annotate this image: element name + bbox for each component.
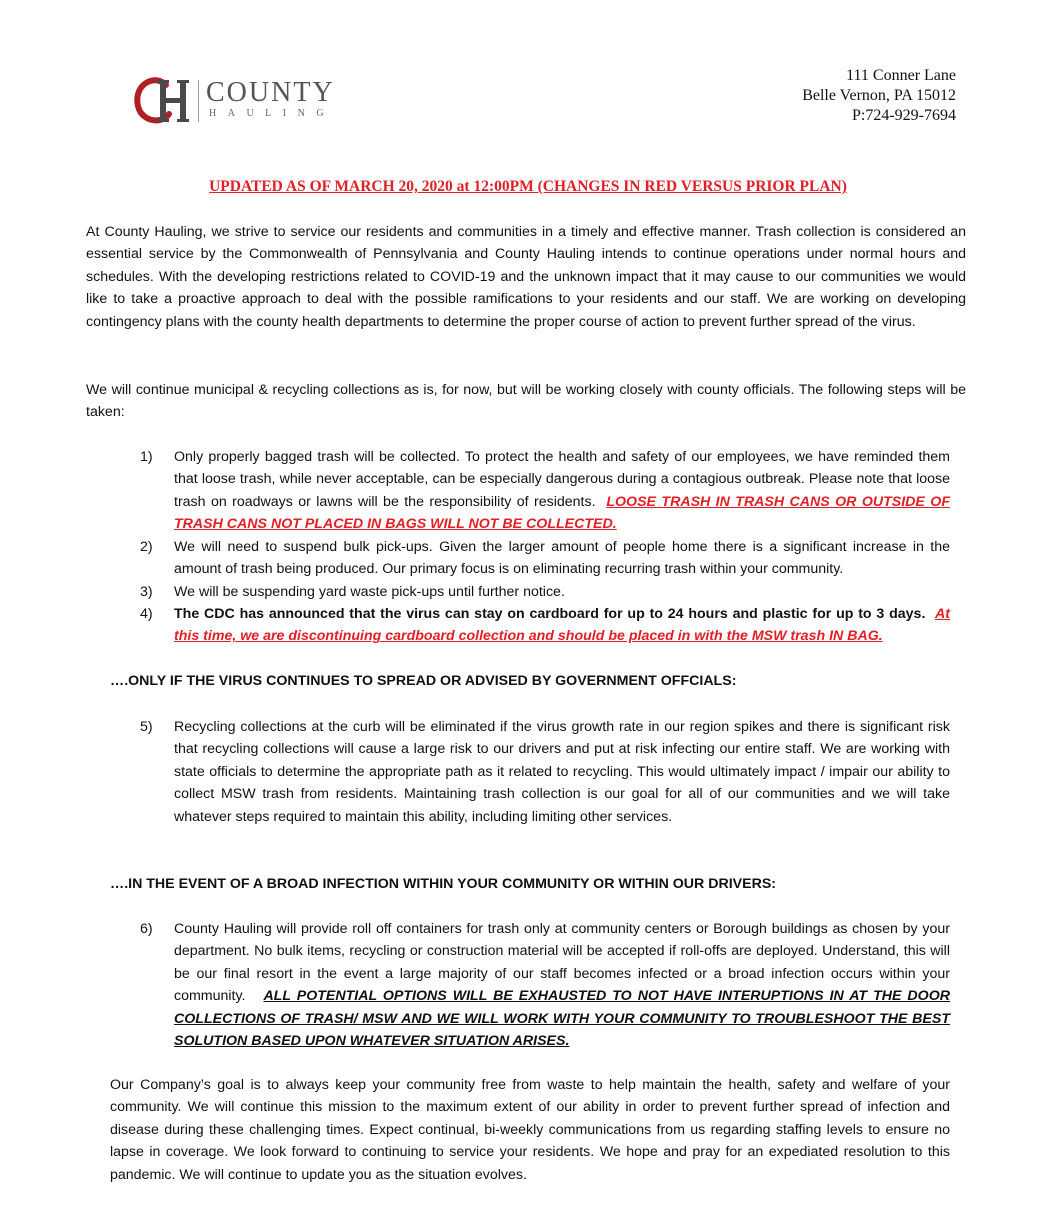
list-number: 4): [140, 606, 153, 622]
list-item-6: [140, 918, 950, 1052]
bold-text: The CDC has announced that the virus can stay on cardboard for up to 24 hours and plastic for up to 3 days.: [174, 606, 926, 622]
steps-intro-paragraph: We will continue municipal & recycling collections as is, for now, but will be working closely with county officials. The following steps will be taken:: [86, 382, 966, 421]
logo-word-county: COUNTY: [206, 77, 335, 108]
company-logo: [132, 76, 362, 126]
update-headline: UPDATED AS OF MARCH 20, 2020 at 12:00PM (CHANGES IN RED VERSUS PRIOR PLAN): [209, 178, 847, 195]
list-text: We will be suspending yard waste pick-ups until further notice.: [174, 584, 565, 600]
list-number: 3): [140, 584, 153, 600]
ch-monogram-icon: [132, 76, 194, 124]
company-address: [802, 66, 956, 126]
closing-paragraph: Our Company’s goal is to always keep your community free from waste to help maintain the health, safety and welfare of your community. We will continue this mission to the maximum extent of our ability in order to prevent further spread of infection and disease during these challenging times. Expect continual, bi-weekly communications from us regarding staffing levels to ensure no lapse in coverage. We look forward to continuing to service your residents. We hope and pray for an expediated resolution to this pandemic. We will continue to update you as the situation evolves.: [110, 1077, 950, 1183]
logo-divider: [198, 80, 199, 122]
red-emphasis: LOOSE TRASH IN TRASH CANS OR OUTSIDE OF TRASH CANS NOT PLACED IN BAGS WILL NOT BE COLLECTED.: [174, 493, 950, 533]
list-item-1: [140, 446, 950, 536]
list-number: 5): [140, 719, 153, 735]
list-number: 6): [140, 921, 153, 937]
list-item-4: [140, 603, 950, 648]
bold-emphasis: ALL POTENTIAL OPTIONS WILL BE EXHAUSTED TO NOT HAVE INTERUPTIONS IN AT THE DOOR COLLECTIONS OF TRASH/ MSW AND WE WILL WORK WITH YOUR COMMUNITY TO TROUBLESHOOT THE BEST SOLUTION BASED UPON WHATEVER SITUATION ARISES.: [174, 988, 950, 1050]
logo-word-hauling: HAULING: [209, 108, 336, 119]
svg-text:CH: CH: [132, 76, 134, 77]
address-street: 111 Conner Lane: [846, 67, 956, 84]
section-heading-infection: ….IN THE EVENT OF A BROAD INFECTION WITHIN YOUR COMMUNITY OR WITHIN OUR DRIVERS:: [110, 876, 777, 892]
list-number: 2): [140, 539, 153, 555]
list-text: We will need to suspend bulk pick-ups. Given the larger amount of people home there is a significant increase in the amount of trash being produced. Our primary focus is on eliminating recurring trash within your community.: [174, 539, 950, 578]
intro-paragraph: At County Hauling, we strive to service our residents and communities in a timely and effective manner. Trash collection is considered an essential service by the Commonwealth of Pennsylvania and County Hauling intends to continue operations under normal hours and schedules. With the developing restrictions related to COVID-19 and the unknown impact that it may cause to our communities we would like to take a proactive approach to deal with the possible ramifications to your residents and our staff. We are working on developing contingency plans with the county health departments to determine the proper course of action to prevent further spread of the virus.: [86, 224, 966, 330]
list-item-5: [140, 716, 950, 828]
list-text: County Hauling will provide roll off containers for trash only at community centers or Borough buildings as chosen by your department. No bulk items, recycling or construction material will be accepted if roll-offs are deployed. Understand, this will be our final resort in the event a large majority of our staff becomes infected or a broad infection occurs within your community.: [174, 921, 950, 1005]
list-text: Recycling collections at the curb will be eliminated if the virus growth rate in our region spikes and there is significant risk that recycling collections will cause a large risk to our drivers and put at risk infecting our entire staff. We are working with state officials to determine the appropriate path as it related to recycling. This would ultimately impact / impair our ability to collect MSW trash from residents. Maintaining trash collection is our goal for all of our communities and we will take whatever steps required to maintain this ability, including limiting other services.: [174, 719, 950, 825]
list-number: 1): [140, 449, 153, 465]
section-heading-spread: ….ONLY IF THE VIRUS CONTINUES TO SPREAD OR ADVISED BY GOVERNMENT OFFCIALS:: [110, 673, 737, 689]
list-item-3: [140, 581, 950, 603]
list-text: Only properly bagged trash will be collected. To protect the health and safety of our employees, we have reminded them that loose trash, while never acceptable, can be especially dangerous during a contagious outbreak. Please note that loose trash on roadways or lawns will be the responsibility of residents.: [174, 449, 950, 510]
list-item-2: [140, 536, 950, 581]
address-phone: P:724-929-7694: [852, 107, 956, 124]
red-emphasis: At this time, we are discontinuing cardboard collection and should be placed in with the MSW trash IN BAG.: [174, 606, 950, 645]
address-city: Belle Vernon, PA 15012: [802, 87, 956, 104]
